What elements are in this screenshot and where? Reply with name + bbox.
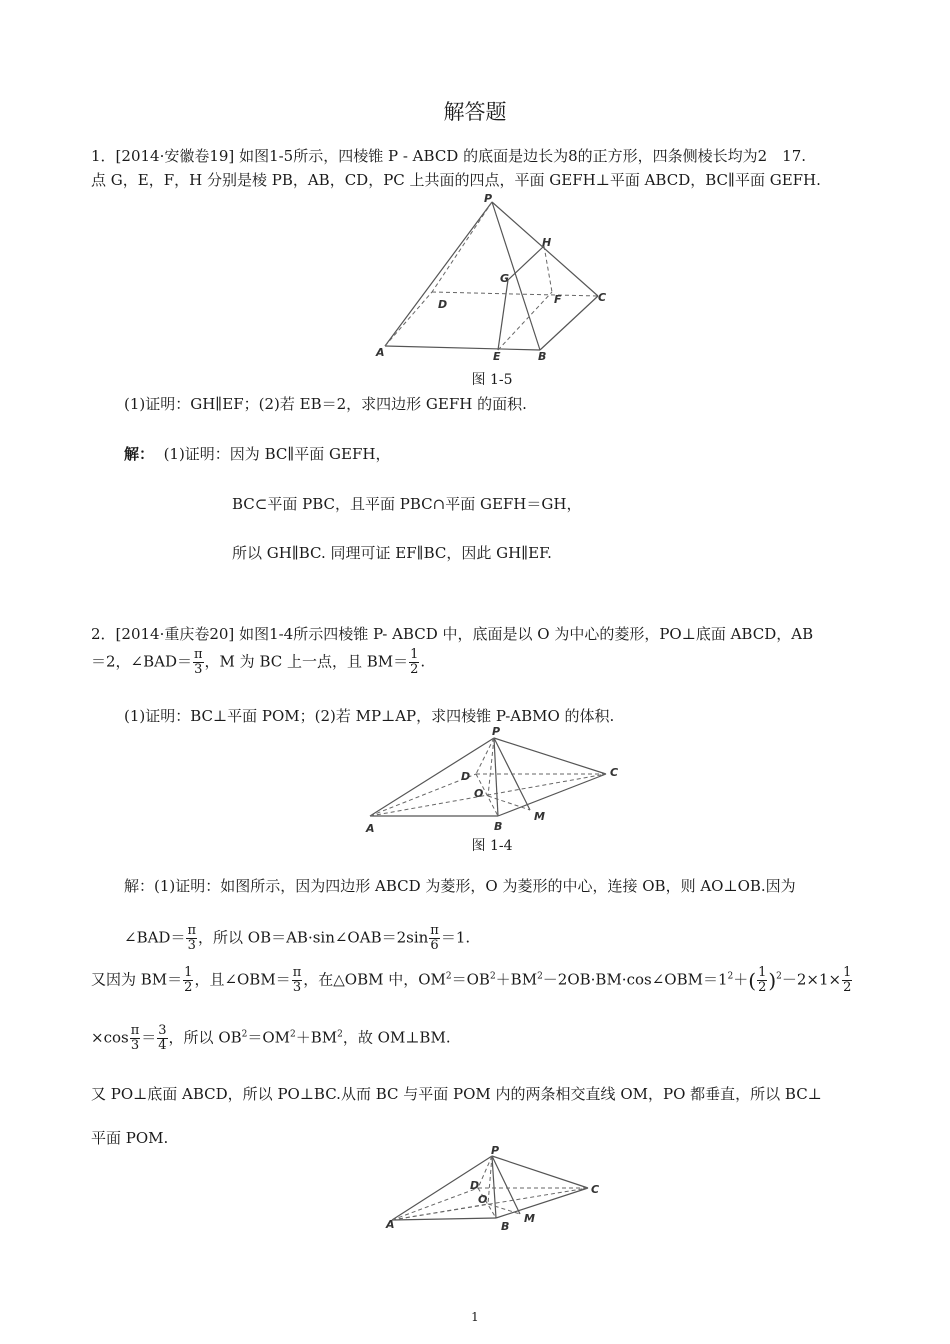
sol-c5: ＋BM: [495, 970, 538, 989]
frac-den: 2: [758, 980, 767, 995]
exponent: 2: [241, 1029, 248, 1040]
sol-c2: ，且∠OBM＝: [194, 970, 291, 989]
label-a: A: [386, 1218, 395, 1231]
exponent: 2: [489, 971, 496, 982]
fraction-pi-over-3: [186, 924, 197, 953]
q1-solution-line-3: 所以 GH∥BC. 同理可证 EF∥BC，因此 GH∥EF.: [232, 544, 552, 562]
figure-1-5: [370, 192, 620, 364]
sol-c4: ＝OB: [451, 970, 490, 989]
frac-den: 3: [194, 662, 203, 677]
frac-den: 2: [184, 980, 193, 995]
label-d: D: [470, 1179, 480, 1192]
page-title: 解答题: [443, 100, 507, 124]
label-b: B: [494, 820, 503, 833]
q2-line-1: [91, 624, 813, 644]
solution-figure: [380, 1142, 610, 1232]
label-b: B: [501, 1220, 510, 1232]
frac-den: 3: [130, 1038, 140, 1053]
fraction-pi-over-3: [193, 648, 204, 677]
exponent: 2: [727, 971, 734, 982]
fraction-1-over-2: [409, 648, 419, 677]
label-c: C: [591, 1183, 600, 1196]
frac-num: 1: [843, 965, 852, 980]
sol-c6: －2OB·BM·cos∠OBM＝1: [542, 970, 728, 989]
label-a: A: [376, 346, 385, 359]
sol-d5: ＋BM: [295, 1028, 338, 1047]
label-o: O: [478, 1193, 488, 1206]
page-number: 1: [471, 1310, 479, 1324]
frac-num: 3: [158, 1023, 167, 1038]
fraction-3-over-4: [157, 1024, 167, 1053]
q2-stem-2a: ＝2，∠BAD＝: [91, 652, 192, 671]
label-a: A: [366, 822, 375, 834]
sol-d2: ＝: [141, 1028, 157, 1047]
frac-den: 4: [158, 1038, 167, 1053]
q2-solution-line-3: [91, 966, 853, 995]
frac-num: π: [194, 647, 203, 662]
sol-c7: ＋: [733, 970, 749, 989]
q1-source: [2014·安徽卷19]: [115, 147, 235, 165]
figure-1-5-caption: 图 1-5: [471, 372, 513, 388]
q2-solution-line-5: 又 PO⊥底面 ABCD，所以 PO⊥BC.从而 BC 与平面 POM 内的两条相交直线 OM，PO 都垂直，所以 BC⊥: [91, 1085, 822, 1103]
q1-solution-line-1: [124, 444, 390, 464]
frac-den: 2: [843, 980, 852, 995]
fraction-pi-over-6: [429, 924, 440, 953]
q1-question: (1)证明：GH∥EF；(2)若 EB＝2，求四边形 GEFH 的面积.: [124, 395, 527, 413]
frac-num: π: [430, 923, 439, 938]
exponent: 2: [290, 1029, 296, 1040]
label-c: C: [598, 291, 607, 304]
frac-den: 2: [410, 662, 419, 677]
q1-stem-2: 点 G，E，F，H 分别是棱 PB，AB，CD，PC 上共面的四点，平面 GEFH⊥平面 ABCD，BC∥平面 GEFH.: [91, 171, 821, 189]
sol-d6: ，故 OM⊥BM.: [342, 1028, 451, 1047]
figure-1-4-caption: 图 1-4: [471, 838, 513, 854]
q2-source: [2014·重庆卷20]: [115, 625, 235, 643]
q1-solution-label: 解：: [124, 445, 155, 463]
label-f: F: [554, 293, 562, 306]
sol-c8: －2×1×: [781, 970, 842, 989]
q2-number: 2．: [91, 625, 116, 643]
q2-solution-line-2: [124, 924, 470, 953]
label-d: D: [438, 298, 448, 311]
q2-stem-2b: ，M 为 BC 上一点，且 BM＝: [204, 652, 409, 671]
label-o: O: [474, 787, 484, 800]
q1-solution-line-2: BC⊂平面 PBC，且平面 PBC∩平面 GEFH＝GH，: [232, 495, 582, 513]
q2-line-2: [91, 648, 425, 677]
q1-line-1: [91, 146, 806, 166]
fraction-1-over-2: [183, 966, 193, 995]
label-p: P: [492, 725, 501, 738]
q2-stem-1: 如图1-4所示四棱锥 P- ABCD 中，底面是以 O 为中心的菱形，PO⊥底面 ABCD，AB: [239, 625, 814, 643]
q2-solution-line-4: [91, 1024, 451, 1053]
label-d: D: [461, 770, 471, 783]
frac-num: 1: [184, 965, 193, 980]
frac-num: π: [292, 965, 302, 980]
frac-num: π: [187, 923, 196, 938]
frac-den: 3: [187, 938, 196, 953]
q2-solution-line-1: 解：(1)证明：如图所示，因为四边形 ABCD 为菱形，O 为菱形的中心，连接 OB，则 AO⊥OB.因为: [124, 877, 796, 895]
sol-b1: ∠BAD＝: [124, 928, 186, 947]
q2-solution-line-6: 平面 POM.: [91, 1129, 169, 1147]
label-m: M: [524, 1212, 535, 1225]
label-c: C: [610, 766, 619, 779]
frac-num: 1: [410, 647, 419, 662]
exponent: 2: [776, 971, 782, 982]
sol-d1: ×cos: [91, 1028, 129, 1047]
q1-number: 1．: [91, 147, 116, 165]
fraction-1-over-2: [757, 966, 767, 995]
frac-den: 6: [430, 938, 439, 953]
label-p: P: [491, 1144, 500, 1157]
fraction-pi-over-3: [130, 1024, 141, 1053]
sol-b3: ＝1.: [440, 928, 471, 947]
q2-question: (1)证明：BC⊥平面 POM；(2)若 MP⊥AP，求四棱锥 P-ABMO 的体积.: [124, 707, 615, 725]
label-p: P: [484, 192, 493, 205]
sol-d3: ，所以 OB: [168, 1028, 242, 1047]
exponent: 2: [537, 971, 543, 982]
label-b: B: [538, 350, 547, 363]
label-g: G: [500, 272, 510, 285]
paren-open: (: [748, 968, 757, 993]
frac-num: π: [130, 1023, 140, 1038]
q1-stem-1: 如图1-5所示，四棱锥 P - ABCD 的底面是边长为8的正方形，四条侧棱长均为2 17.: [239, 147, 807, 165]
sol-b2: ，所以 OB＝AB·sin∠OAB＝2sin: [198, 928, 429, 947]
sol-c1: 又因为 BM＝: [91, 970, 183, 989]
exponent: 2: [445, 971, 452, 982]
sol-c3: ，在△OBM 中，OM: [303, 970, 446, 989]
exponent: 2: [337, 1029, 343, 1040]
label-e: E: [493, 350, 501, 363]
label-m: M: [534, 810, 545, 823]
sol-d4: ＝OM: [247, 1028, 291, 1047]
label-h: H: [542, 236, 552, 249]
frac-num: 1: [758, 965, 767, 980]
frac-den: 3: [292, 980, 302, 995]
paren-close: ): [768, 968, 777, 993]
figure-1-4: [362, 724, 632, 834]
q2-stem-2-end: .: [420, 652, 426, 671]
q1-solution-text-1: (1)证明：因为 BC∥平面 GEFH，: [163, 445, 391, 463]
fraction-1-over-2: [842, 966, 852, 995]
fraction-pi-over-3: [292, 966, 303, 995]
